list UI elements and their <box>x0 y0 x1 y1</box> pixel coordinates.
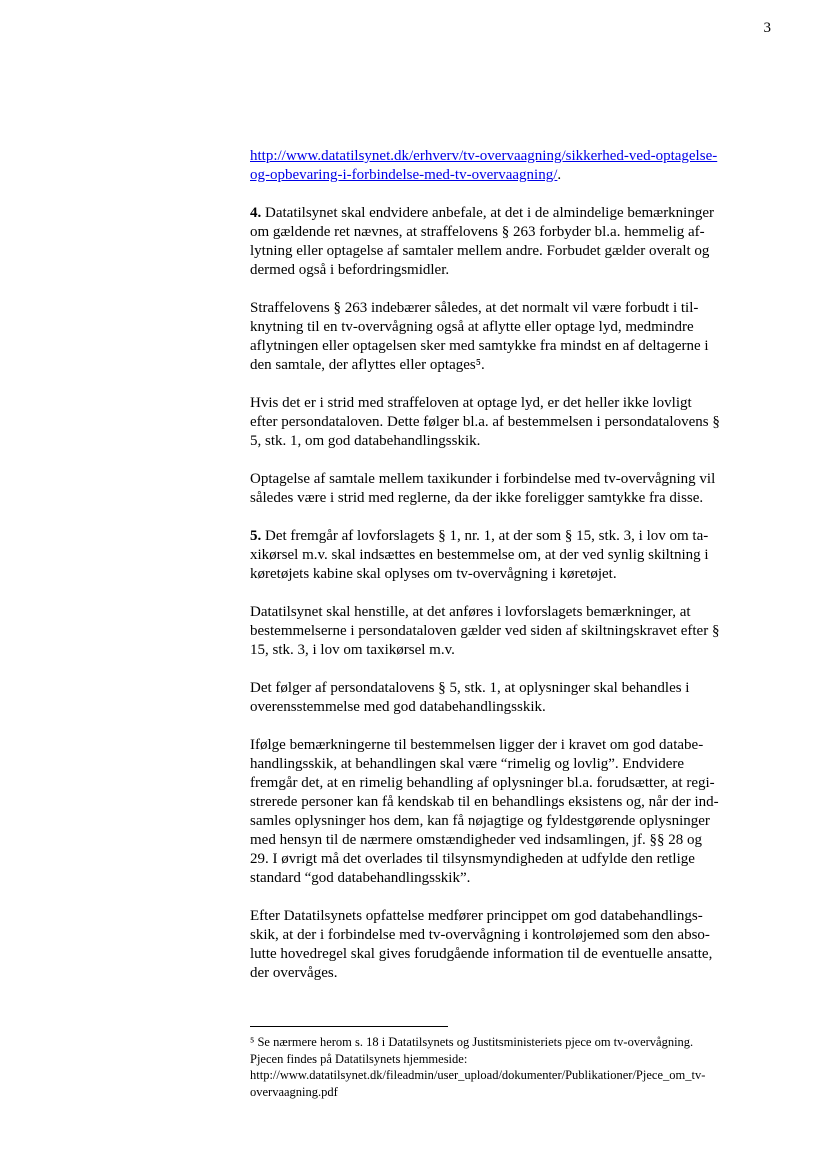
footnote-line: Pjecen findes på Datatilsynets hjemmeside: <box>250 1051 468 1066</box>
text-line: aflytningen eller optagelsen sker med samtykke fra mindst en af deltagerne i <box>250 338 709 354</box>
text-line: køretøjets kabine skal oplyses om tv-overvågning i køretøjet. <box>250 566 617 582</box>
text-line: den samtale, der aflyttes eller optages⁵. <box>250 357 485 373</box>
text-line: skik, at der i forbindelse med tv-overvågning i kontroløjemed som den abso- <box>250 927 710 943</box>
link-line <box>250 166 780 185</box>
paragraph-number: 4. <box>250 205 265 221</box>
text-line: strerede personer kan få kendskab til en behandlings eksistens og, når der ind- <box>250 794 719 810</box>
text-line: Datatilsynet skal henstille, at det anføres i lovforslagets bemærkninger, at <box>250 604 691 620</box>
text-line: Ifølge bemærkningerne til bestemmelsen ligger der i kravet om god databe- <box>250 737 704 753</box>
hyperlink[interactable]: og-opbevaring-i-forbindelse-med-tv-overvaagning/ <box>250 167 558 183</box>
text-line: lytning eller optagelse af samtaler mellem andre. Forbudet gælder overalt og <box>250 243 710 259</box>
footnote-rule <box>250 1026 448 1027</box>
text-line: Det følger af persondatalovens § 5, stk. 1, at oplysninger skal behandles i <box>250 680 690 696</box>
paragraph <box>250 204 780 280</box>
paragraph <box>250 394 780 451</box>
paragraph <box>250 470 780 508</box>
link-line <box>250 147 780 166</box>
footnote-text <box>250 1034 775 1100</box>
text-line: dermed også i befordringsmidler. <box>250 262 450 278</box>
text-line: 29. I øvrigt må det overlades til tilsynsmyndigheden at udfylde den retlige <box>250 851 695 867</box>
page-number: 3 <box>763 20 771 36</box>
text-line: 5, stk. 1, om god databehandlingsskik. <box>250 433 481 449</box>
text-line: Optagelse af samtale mellem taxikunder i forbindelse med tv-overvågning vil <box>250 471 716 487</box>
text-line: 15, stk. 3, i lov om taxikørsel m.v. <box>250 642 455 658</box>
text-line: lutte hovedregel skal gives forudgående information til de eventuelle ansatte, <box>250 946 713 962</box>
paragraph <box>250 299 780 375</box>
text-line: xikørsel m.v. skal indsættes en bestemmelse om, at der ved synlig skiltning i <box>250 547 709 563</box>
text-line: fremgår det, at en rimelig behandling af oplysninger bl.a. forudsætter, at regi- <box>250 775 715 791</box>
text-line: således være i strid med reglerne, da der ikke foreligger samtykke fra disse. <box>250 490 704 506</box>
hyperlink[interactable]: http://www.datatilsynet.dk/erhverv/tv-overvaagning/sikkerhed-ved-optagelse- <box>250 148 718 164</box>
text-line: Hvis det er i strid med straffeloven at optage lyd, er det heller ikke lovligt <box>250 395 692 411</box>
document-body <box>250 147 780 1002</box>
text-line: knytning til en tv-overvågning også at aflytte eller optage lyd, medmindre <box>250 319 694 335</box>
paragraph <box>250 679 780 717</box>
paragraph <box>250 603 780 660</box>
paragraph <box>250 736 780 888</box>
footnote-line: ⁵ Se nærmere herom s. 18 i Datatilsynets og Justitsministeriets pjece om tv-overvågning. <box>250 1035 694 1049</box>
text-line: der overvåges. <box>250 965 338 981</box>
text-line: 4. Datatilsynet skal endvidere anbefale, at det i de almindelige bemærkninger <box>250 205 715 221</box>
footnote-line: http://www.datatilsynet.dk/fileadmin/user_upload/dokumenter/Publikationer/Pjece_om_tv- <box>250 1068 706 1082</box>
paragraph <box>250 907 780 983</box>
text-line: efter persondataloven. Dette følger bl.a. af bestemmelsen i persondatalovens § <box>250 414 720 430</box>
top-link-block <box>250 147 780 185</box>
text-line: samles oplysninger hos dem, kan få nøjagtige og fyldestgørende oplysninger <box>250 813 710 829</box>
text-line: bestemmelserne i persondataloven gælder ved siden af skiltningskravet efter § <box>250 623 720 639</box>
text-line: om gældende ret nævnes, at straffelovens § 263 forbyder bl.a. hemmelig af- <box>250 224 705 240</box>
footnote <box>250 1026 775 1100</box>
text-line: handlingsskik, at behandlingen skal være “rimelig og lovlig”. Endvidere <box>250 756 685 772</box>
paragraph-number: 5. <box>250 528 265 544</box>
footnote-line: overvaagning.pdf <box>250 1084 338 1099</box>
text-line: Efter Datatilsynets opfattelse medfører princippet om god databehandlings- <box>250 908 703 924</box>
text-line: med hensyn til de nærmere omstændigheder ved indsamlingen, jf. §§ 28 og <box>250 832 703 848</box>
text-line: overensstemmelse med god databehandlingsskik. <box>250 699 546 715</box>
text-line: standard “god databehandlingsskik”. <box>250 870 471 886</box>
text-line: 5. Det fremgår af lovforslagets § 1, nr. 1, at der som § 15, stk. 3, i lov om ta- <box>250 528 709 544</box>
text-line: Straffelovens § 263 indebærer således, at det normalt vil være forbudt i til- <box>250 300 699 316</box>
paragraph <box>250 527 780 584</box>
link-suffix: . <box>557 167 562 183</box>
